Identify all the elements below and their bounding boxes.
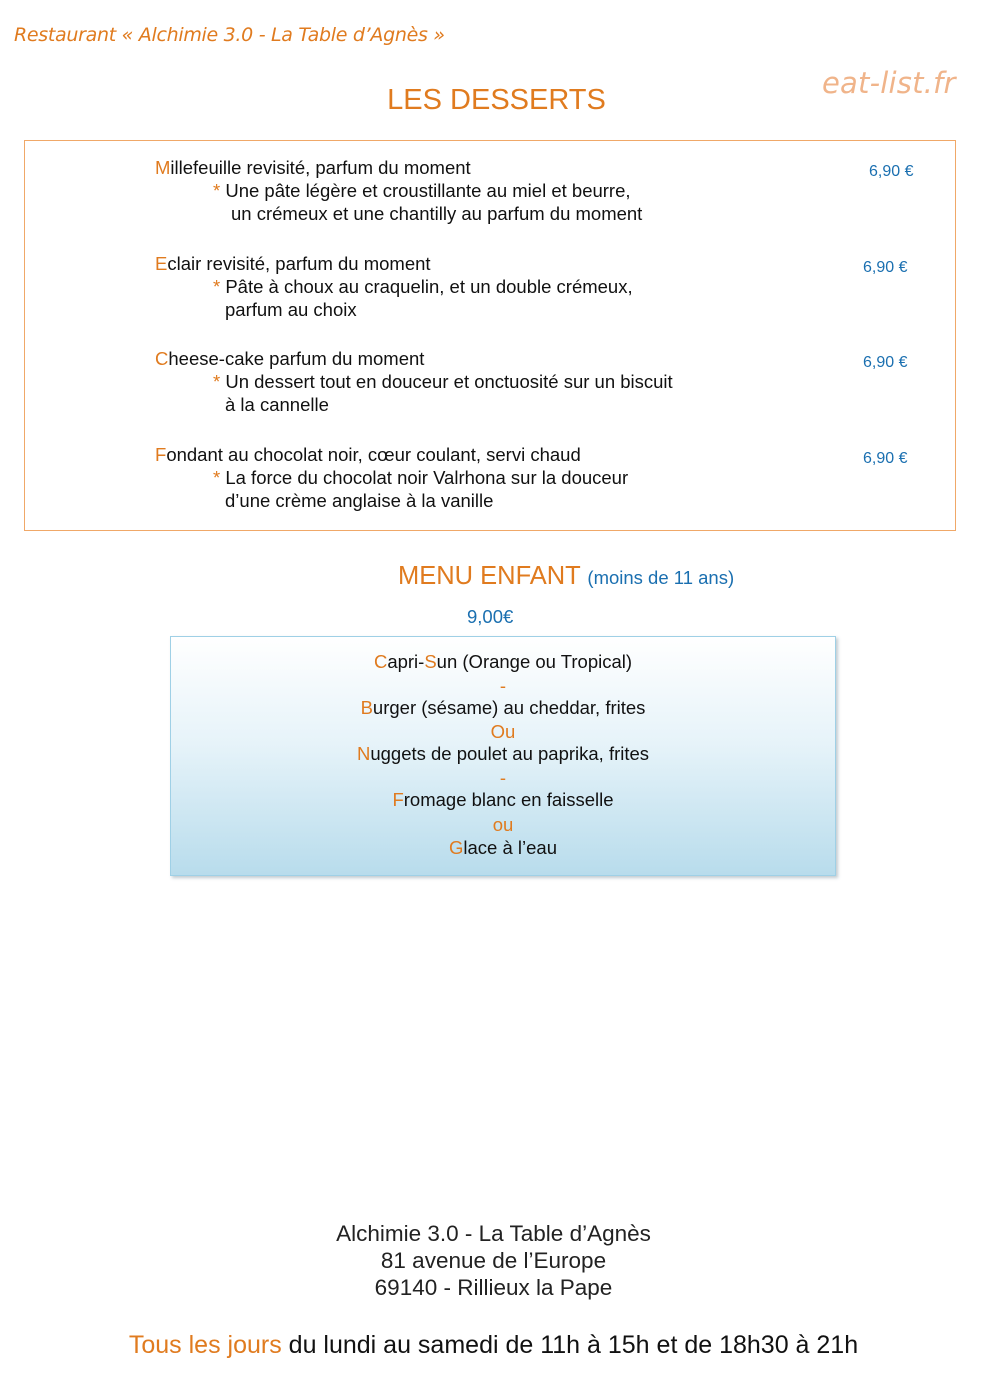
- bullet-star: *: [213, 180, 221, 201]
- dessert-initial: C: [155, 348, 169, 369]
- kid-drink: [171, 651, 835, 673]
- dessert-item: [155, 252, 935, 321]
- kid-glace: [171, 837, 835, 859]
- kid-burger: [171, 697, 835, 719]
- dessert-desc-line1: [155, 466, 935, 489]
- desserts-title: LES DESSERTS: [387, 84, 606, 116]
- dessert-desc-line1: [155, 370, 935, 393]
- initial-letter: S: [424, 651, 437, 672]
- menu-enfant-price: 9,00€: [467, 606, 514, 627]
- footer-name: Alchimie 3.0 - La Table d’Agnès: [336, 1221, 651, 1246]
- dessert-desc-line2: à la cannelle: [225, 394, 329, 415]
- kid-text: uggets de poulet au paprika, frites: [370, 743, 650, 764]
- initial-letter: B: [360, 697, 373, 718]
- kid-text: un (Orange ou Tropical): [436, 651, 633, 672]
- dessert-initial: E: [155, 253, 168, 274]
- menu-enfant-heading: MENU ENFANT: [398, 562, 581, 590]
- hours-highlight: Tous les jours: [128, 1331, 282, 1359]
- kid-text: romage blanc en faisselle: [403, 789, 614, 810]
- dessert-initial: M: [155, 157, 171, 178]
- dessert-price: 6,90 €: [869, 163, 914, 180]
- menu-enfant-box: [170, 636, 836, 876]
- dessert-name-text: ondant au chocolat noir, cœur coulant, servi chaud: [166, 444, 581, 465]
- dessert-price: 6,90 €: [863, 259, 908, 276]
- initial-letter: C: [373, 651, 388, 672]
- kid-nuggets: [171, 743, 835, 765]
- dessert-item: [155, 347, 935, 416]
- dessert-name: [155, 156, 935, 179]
- initial-letter: N: [356, 743, 371, 764]
- footer-street: 81 avenue de l’Europe: [380, 1248, 607, 1273]
- watermark-logo: eat-list.fr: [822, 66, 956, 100]
- initial-letter: F: [392, 789, 404, 810]
- restaurant-header: Restaurant « Alchimie 3.0 - La Table d’Agnès »: [14, 24, 445, 46]
- footer-address: [0, 1220, 987, 1301]
- dessert-price: 6,90 €: [863, 354, 908, 371]
- dessert-desc-text: Un dessert tout en douceur et onctuosité sur un biscuit: [225, 371, 673, 392]
- dessert-desc-line2: un crémeux et une chantilly au parfum du moment: [231, 203, 643, 224]
- dessert-name: [155, 347, 935, 370]
- kid-text: lace à l’eau: [463, 837, 557, 858]
- hours-text: du lundi au samedi de 11h à 15h et de 18h30 à 21h: [281, 1331, 859, 1359]
- kid-or: Ou: [490, 721, 516, 742]
- dessert-item: [155, 156, 935, 225]
- dessert-name: [155, 252, 935, 275]
- dessert-name-text: heese-cake parfum du moment: [168, 348, 425, 369]
- bullet-star: *: [213, 467, 221, 488]
- kid-separator: -: [499, 675, 507, 696]
- kid-text: apri-: [387, 651, 425, 672]
- dessert-desc-text: Pâte à choux au craquelin, et un double crémeux,: [225, 276, 633, 297]
- dessert-desc-line1: [155, 275, 935, 298]
- bullet-star: *: [213, 276, 221, 297]
- dessert-initial: F: [155, 444, 167, 465]
- footer-city: 69140 - Rillieux la Pape: [374, 1275, 613, 1300]
- dessert-price: 6,90 €: [863, 450, 908, 467]
- bullet-star: *: [213, 371, 221, 392]
- dessert-name-text: clair revisité, parfum du moment: [167, 253, 431, 274]
- dessert-desc-line1: [155, 179, 935, 202]
- dessert-name: [155, 443, 935, 466]
- menu-enfant-subtitle: (moins de 11 ans): [587, 567, 735, 588]
- menu-enfant-title: [398, 562, 734, 591]
- kid-fromage: [171, 789, 835, 811]
- dessert-desc-line2: d’une crème anglaise à la vanille: [225, 490, 494, 511]
- dessert-desc-text: La force du chocolat noir Valrhona sur la douceur: [225, 467, 629, 488]
- dessert-desc-text: Une pâte légère et croustillante au miel et beurre,: [225, 180, 631, 201]
- initial-letter: G: [449, 837, 464, 858]
- kid-or: ou: [492, 814, 514, 835]
- dessert-item: [155, 443, 935, 512]
- dessert-desc-line2: parfum au choix: [225, 299, 357, 320]
- opening-hours: [0, 1331, 987, 1360]
- kid-separator: -: [499, 767, 507, 788]
- kid-text: urger (sésame) au cheddar, frites: [372, 697, 646, 718]
- dessert-name-text: illefeuille revisité, parfum du moment: [170, 157, 471, 178]
